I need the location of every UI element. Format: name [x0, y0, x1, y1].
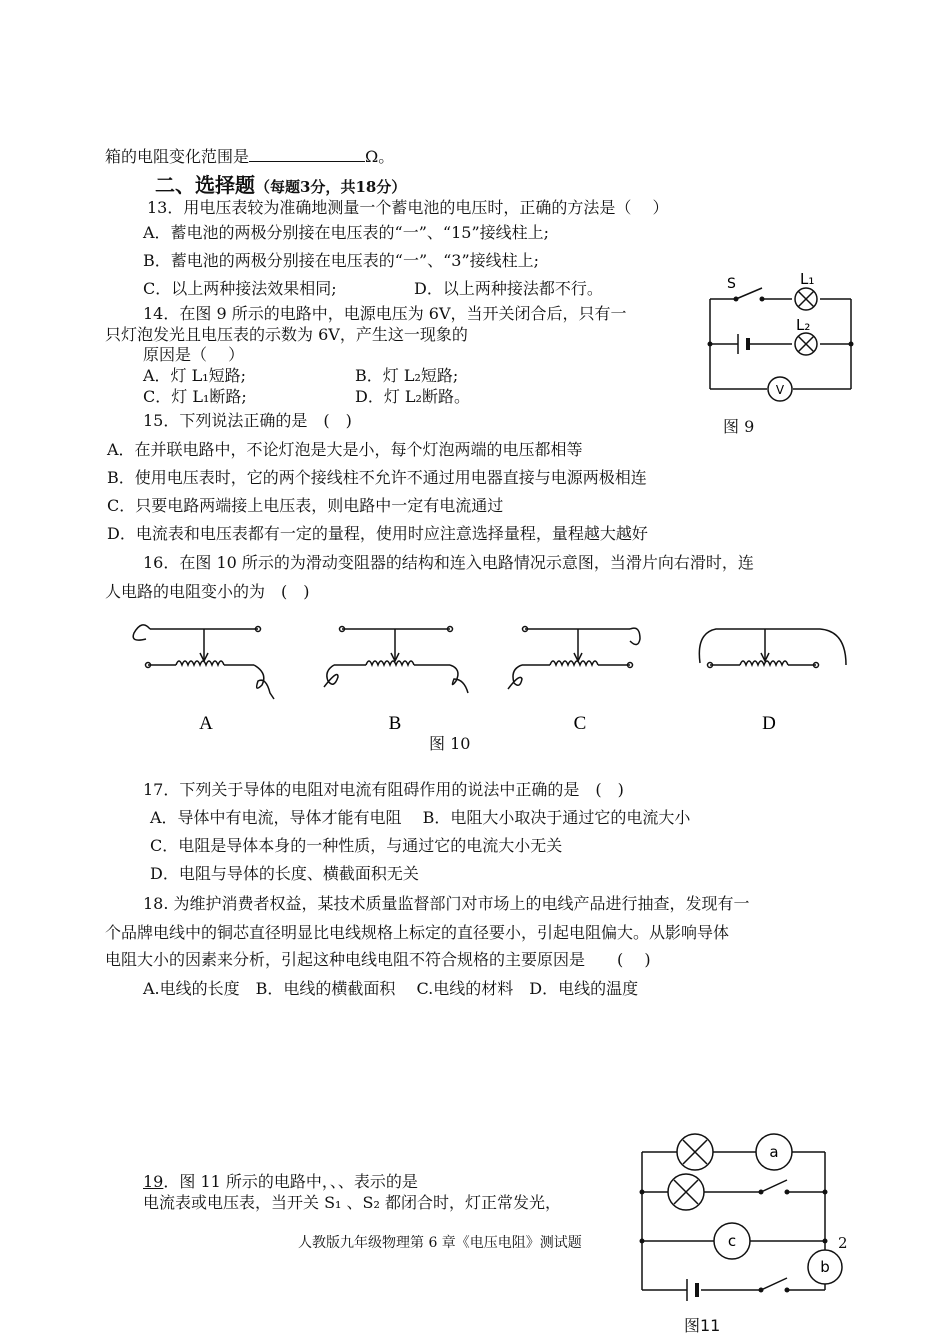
- rheostat-c-label: C: [573, 713, 587, 734]
- figure-10-caption: 图 10: [429, 734, 471, 753]
- q14-stem-line1: 14．在图 9 所示的电路中，电源电压为 6V，当开关闭合后，只有一: [143, 304, 627, 323]
- meter-a-label: a: [769, 1143, 779, 1161]
- meter-c-label: c: [727, 1232, 737, 1250]
- q17-option-c: C．电阻是导体本身的一种性质，与通过它的电流大小无关: [150, 836, 563, 855]
- q19-text: ．图 11 所示的电路中，、、表示的是: [163, 1172, 418, 1191]
- q17-stem: 17．下列关于导体的电阻对电流有阻碍作用的说法中正确的是 ( ): [143, 780, 624, 799]
- q18-line2: 个品牌电线中的铜芯直径明显比电线规格上标定的直径要小，引起电阻偏大。从影响导体: [105, 923, 730, 942]
- q12-text: 箱的电阻变化范围是: [105, 147, 250, 166]
- q14-option-c: C．灯 L₁断路;: [143, 387, 247, 406]
- switch-blade: [736, 288, 762, 299]
- q17-option-ab: A．导体中有电流，导体才能有电阻 B．电阻大小取决于通过它的电流大小: [150, 808, 691, 827]
- q12-tail: [105, 146, 394, 167]
- rheostat-b: [324, 627, 468, 694]
- q15-option-d: D．电流表和电压表都有一定的量程，使用时应注意选择量程，量程越大越好: [107, 524, 648, 543]
- q12-unit: Ω。: [365, 147, 395, 166]
- lamp-l2-label: L₂: [796, 316, 811, 334]
- figure-11-caption: 图11: [684, 1316, 721, 1335]
- q15-option-b: B．使用电压表时，它的两个接线柱不允许不通过用电器直接与电源两极相连: [107, 468, 647, 487]
- rheostat-a: [133, 625, 274, 699]
- figure-9-circuit: [700, 268, 860, 398]
- footer-title: 人教版九年级物理第 6 章《电压电阻》测试题: [298, 1235, 582, 1251]
- page-number: 2: [838, 1234, 848, 1252]
- q17-option-d: D．电阻与导体的长度、横截面积无关: [150, 864, 419, 883]
- q14-option-a: A．灯 L₁短路;: [143, 366, 247, 385]
- rheostat-b-label: B: [388, 713, 402, 734]
- q13-stem: 13．用电压表较为准确地测量一个蓄电池的电压时，正确的方法是（ ）: [147, 198, 669, 217]
- rheostat-d-label: D: [762, 713, 776, 734]
- lamp-l1-label: L₁: [800, 270, 815, 288]
- rheostat-d: [699, 629, 846, 668]
- q19-number: 19: [143, 1172, 164, 1191]
- q14-option-b: B．灯 L₂短路;: [355, 366, 459, 385]
- q13-option-b: B．蓄电池的两极分别接在电压表的“一”、“3”接线柱上;: [143, 251, 540, 270]
- figure-10-rheostats: [120, 615, 860, 735]
- figure-11-circuit: [635, 1133, 845, 1313]
- q19-line1: [143, 1172, 418, 1192]
- q15-stem: 15．下列说法正确的是 ( ): [143, 411, 352, 430]
- q15-option-c: C．只要电路两端接上电压表，则电路中一定有电流通过: [107, 496, 504, 515]
- section-note: （每题3分，共18分）: [255, 178, 407, 196]
- meter-b-label: b: [820, 1258, 830, 1276]
- q18-line1: 18. 为维护消费者权益，某技术质量监督部门对市场上的电线产品进行抽查，发现有一: [143, 894, 750, 913]
- rheostat-c: [508, 627, 640, 690]
- q13-option-c: C．以上两种接法效果相同;: [143, 279, 337, 298]
- switch-label: S: [727, 276, 736, 292]
- q15-option-a: A．在并联电路中，不论灯泡是大是小，每个灯泡两端的电压都相等: [107, 440, 583, 459]
- section-title: 二、选择题: [155, 173, 255, 197]
- q18-line3: 电阻大小的因素来分析，引起这种电线电阻不符合规格的主要原因是 ( ): [105, 950, 651, 969]
- q18-options: A.电线的长度 B．电线的横截面积 C.电线的材料 D．电线的温度: [143, 979, 639, 998]
- q16-stem-line2: 人电路的电阻变小的为 ( ): [105, 582, 310, 601]
- q19-line2: 电流表或电压表，当开关 S₁ 、S₂ 都闭合时，灯正常发光，: [143, 1193, 562, 1212]
- q16-stem-line1: 16．在图 10 所示的为滑动变阻器的结构和连入电路情况示意图，当滑片向右滑时，连: [143, 553, 754, 572]
- q13-option-d: D．以上两种接法都不行。: [414, 279, 603, 298]
- answer-blank: [249, 146, 365, 162]
- section-heading: [155, 172, 406, 200]
- figure-9-caption: 图 9: [723, 417, 755, 436]
- voltmeter-label: V: [775, 383, 785, 397]
- q14-option-d: D．灯 L₂断路。: [355, 387, 470, 406]
- q14-stem-line3: 原因是（ ）: [143, 345, 245, 364]
- q14-stem-line2: 只灯泡发光且电压表的示数为 6V，产生这一现象的: [105, 325, 468, 344]
- q13-option-a: A．蓄电池的两极分别接在电压表的“一”、“15”接线柱上;: [143, 223, 550, 242]
- rheostat-a-label: A: [199, 713, 213, 734]
